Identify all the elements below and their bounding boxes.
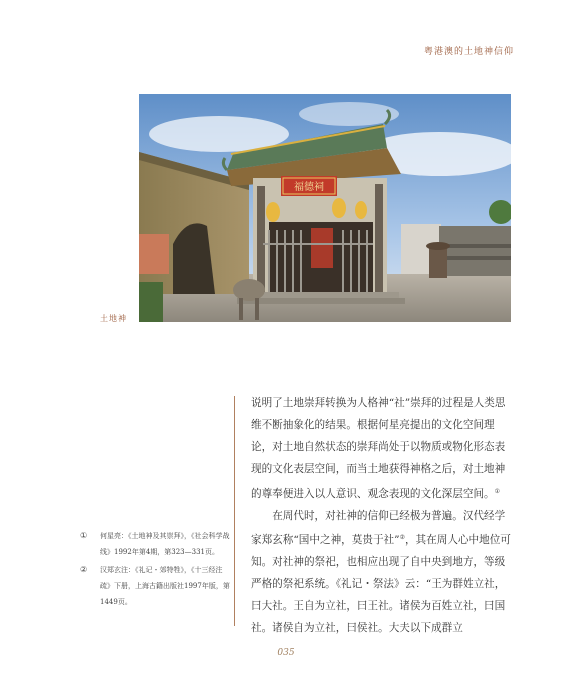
paragraph-text: ，其在周人心中地位可知。对社神的祭祀，也相应出现了自中央到地方，等级严格的祭祀系统。《礼记・祭法》云：“王为群姓立社，曰大社。王自为立社，曰王社。诸侯为百姓立社，曰国社。诸侯自为立社，曰侯社。大夫以下成群立 (251, 534, 511, 635)
footnote-mark: ① (80, 531, 88, 540)
footnote-mark: ② (80, 565, 88, 574)
footnote-ref[interactable]: ① (494, 487, 501, 495)
footnote-text: 汉郑玄注：《礼记・郊特牲》，《十三经注疏》下册，上海古籍出版社1997年版，第1449页。 (100, 566, 230, 606)
shrine-illustration (139, 94, 511, 322)
column-rule (234, 396, 235, 626)
body-text (251, 393, 513, 640)
paragraph (251, 393, 513, 506)
plaque-text: 福德祠 (294, 182, 324, 193)
figure-caption: 土地神 (100, 314, 127, 323)
footnote-text: 何星亮：《土地神及其崇拜》，《社会科学战线》1992年第4期，第323—331页。 (100, 532, 230, 556)
running-head: 粤港澳的土地神信仰 (423, 47, 514, 57)
footnote (80, 528, 230, 560)
page-number: 035 (277, 648, 295, 658)
footnotes (80, 528, 230, 612)
footnote (80, 562, 230, 610)
paragraph (251, 506, 513, 640)
shrine-photo (139, 94, 511, 322)
footnote-ref[interactable]: ② (399, 534, 405, 542)
paragraph-text: 在周代时，对社神的信仰已经极为普遍。汉代经学家郑玄称“国中之神，莫贵于社” (251, 509, 506, 547)
paragraph-text: 说明了土地崇拜转换为人格神“社”崇拜的过程是人类思维不断抽象化的结果。根据何星亮提出的文化空间理论，对土地自然状态的崇拜尚处于以物质或物化形态表现的文化表层空间，而当土地获得神格之后，对土地神的尊奉便进入以人意识、观念表现的文化深层空间。 (251, 397, 506, 500)
